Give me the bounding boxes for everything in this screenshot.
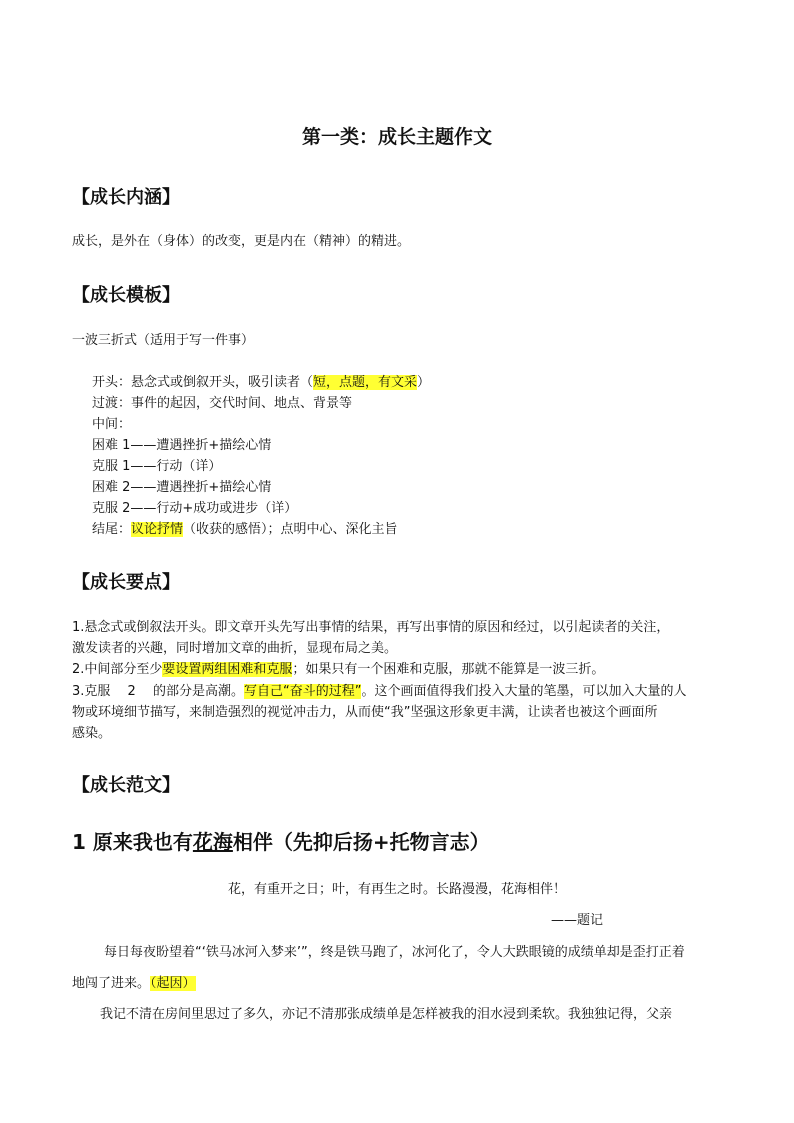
essay-para-1-line-1: 每日每夜盼望着“‘铁马冰河入梦来’”，终是铁马跑了，冰河化了，令人大跌眼镜的成绩单却是歪打正着 — [104, 945, 685, 960]
point-2-pre: 2.中间部分至少 — [72, 662, 163, 677]
template-kaitou — [92, 373, 430, 393]
point-3-line-1 — [72, 682, 686, 702]
jiewei-pre: 结尾： — [92, 522, 132, 537]
kaitou-pre: 开头：悬念式或倒叙开头，吸引读者（ — [92, 375, 314, 390]
essay-para-1-line-2 — [72, 974, 196, 994]
kaitou-highlight: 短，点题，有文采 — [313, 375, 418, 390]
para-1-text: 地闯了进来。 — [72, 976, 151, 991]
section-heading-fanwen: 【成长范文】 — [72, 775, 180, 796]
point-2-post: ；如果只有一个困难和克服，那就不能算是一波三折。 — [292, 662, 605, 677]
essay-epigraph-sign: ——题记 — [551, 913, 604, 928]
template-guodu: 过渡：事件的起因，交代时间、地点、背景等 — [92, 396, 353, 411]
point-3-post: 。这个画面值得我们投入大量的笔墨，可以加入大量的人 — [361, 684, 687, 699]
point-3-pre: 3.克服 2 的部分是高潮。 — [72, 684, 244, 699]
template-kefu-2: 克服 2——行动+成功或进步（详） — [92, 501, 298, 516]
point-1-line-2: 激发读者的兴趣，同时增加文章的曲折，显现布局之美。 — [72, 641, 398, 656]
essay-epigraph: 花，有重开之日；叶，有再生之时。长路漫漫，花海相伴！ — [227, 882, 566, 897]
essay-title — [72, 826, 490, 855]
template-type-line: 一波三折式（适用于写一件事） — [72, 333, 255, 348]
template-kunnan-2: 困难 2——遭遇挫折+描绘心情 — [92, 480, 272, 495]
jiewei-post: （收获的感悟）；点明中心、深化主旨 — [183, 522, 398, 537]
point-2-highlight: 要设置两组困难和克服 — [162, 662, 293, 677]
template-jiewei — [92, 520, 398, 540]
template-zhongjian: 中间： — [92, 417, 132, 432]
section-heading-yaodian: 【成长要点】 — [72, 572, 180, 593]
point-3-line-2: 物或环境细节描写，来制造强烈的视觉冲击力，从而使“我”坚强这形象更丰满，让读者也被这个画面所 — [72, 705, 658, 720]
point-2 — [72, 660, 604, 680]
jiewei-highlight: 议论抒情 — [131, 522, 184, 537]
point-3-highlight: 写自己“奋斗的过程” — [243, 684, 362, 699]
section-heading-neihan: 【成长内涵】 — [72, 187, 180, 208]
kaitou-post: ） — [417, 375, 431, 390]
section-heading-moban: 【成长模板】 — [72, 285, 180, 306]
essay-title-underlined: 花海 — [192, 830, 233, 854]
para-1-note: （起因） — [150, 976, 196, 991]
neihan-text: 成长，是外在（身体）的改变，更是内在（精神）的精进。 — [72, 234, 411, 249]
point-3-line-3: 感染。 — [72, 726, 112, 741]
page-title: 第一类：成长主题作文 — [301, 126, 492, 148]
point-1-line-1: 1.悬念式或倒叙法开头。即文章开头先写出事情的结果，再写出事情的原因和经过，以引起读者的关注， — [72, 620, 670, 635]
essay-para-2-line-1: 我记不清在房间里思过了多久，亦记不清那张成绩单是怎样被我的泪水浸到柔软。我独独记得，父亲 — [100, 1007, 673, 1022]
essay-title-post: 相伴（先抑后扬+托物言志） — [232, 830, 490, 854]
essay-title-pre: 1 原来我也有 — [72, 830, 193, 854]
template-kefu-1: 克服 1——行动（详） — [92, 459, 222, 474]
template-kunnan-1: 困难 1——遭遇挫折+描绘心情 — [92, 438, 272, 453]
